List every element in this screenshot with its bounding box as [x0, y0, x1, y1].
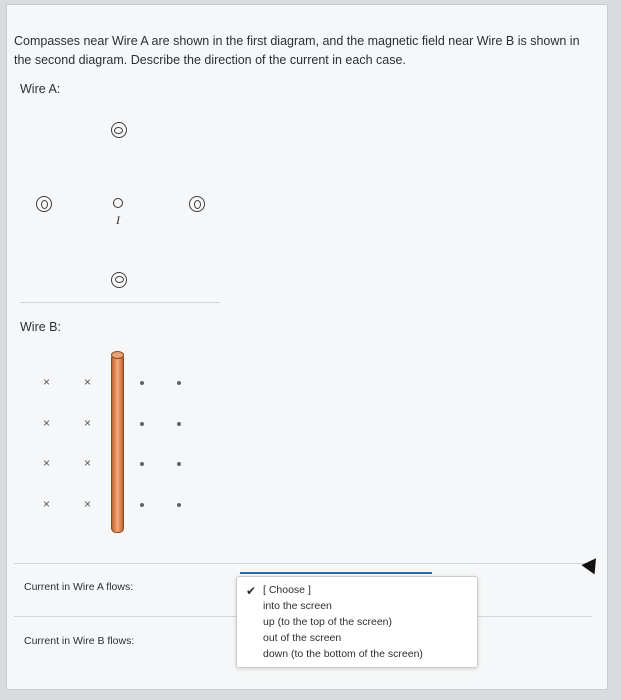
- field-out-dot: [177, 381, 181, 385]
- wire-a-cross-section-icon: [113, 198, 123, 208]
- field-out-dot: [177, 503, 181, 507]
- current-symbol: I: [116, 213, 120, 227]
- dropdown-option-into[interactable]: into the screen: [263, 600, 332, 612]
- active-select-underline: [240, 572, 432, 574]
- wire-a-label: Wire A:: [20, 82, 61, 96]
- dropdown-option-down[interactable]: down (to the bottom of the screen): [263, 648, 423, 660]
- checkmark-icon: ✔: [246, 584, 257, 598]
- compass-left-icon: [36, 196, 52, 212]
- current-direction-dropdown[interactable]: [236, 576, 478, 668]
- field-into-mark: ×: [84, 497, 92, 511]
- field-into-mark: ×: [43, 456, 51, 470]
- field-into-mark: ×: [43, 375, 51, 389]
- field-into-mark: ×: [84, 456, 92, 470]
- compass-right-icon: [189, 196, 205, 212]
- question-prompt: Compasses near Wire A are shown in the first diagram, and the magnetic field near Wire B is shown in the second diagram. Describe the direction of the current in each case.: [14, 34, 580, 67]
- field-out-dot: [140, 422, 144, 426]
- field-out-dot: [177, 422, 181, 426]
- wire-b-answer-label: Current in Wire B flows:: [24, 635, 135, 647]
- wire-a-answer-label: Current in Wire A flows:: [24, 581, 134, 593]
- compass-bottom-icon: [111, 272, 127, 288]
- field-into-mark: ×: [43, 497, 51, 511]
- compass-top-icon: [111, 122, 127, 138]
- field-out-dot: [140, 462, 144, 466]
- wire-b-rod: [111, 353, 124, 533]
- dropdown-option-out[interactable]: out of the screen: [263, 632, 342, 644]
- field-out-dot: [140, 381, 144, 385]
- field-into-mark: ×: [43, 416, 51, 430]
- field-into-mark: ×: [84, 375, 92, 389]
- wire-b-label: Wire B:: [20, 320, 61, 334]
- divider: [14, 563, 592, 564]
- field-into-mark: ×: [84, 416, 92, 430]
- dropdown-option-choose[interactable]: [ Choose ]: [263, 584, 311, 596]
- divider: [20, 302, 220, 303]
- field-out-dot: [177, 462, 181, 466]
- field-out-dot: [140, 503, 144, 507]
- dropdown-option-up[interactable]: up (to the top of the screen): [263, 616, 392, 628]
